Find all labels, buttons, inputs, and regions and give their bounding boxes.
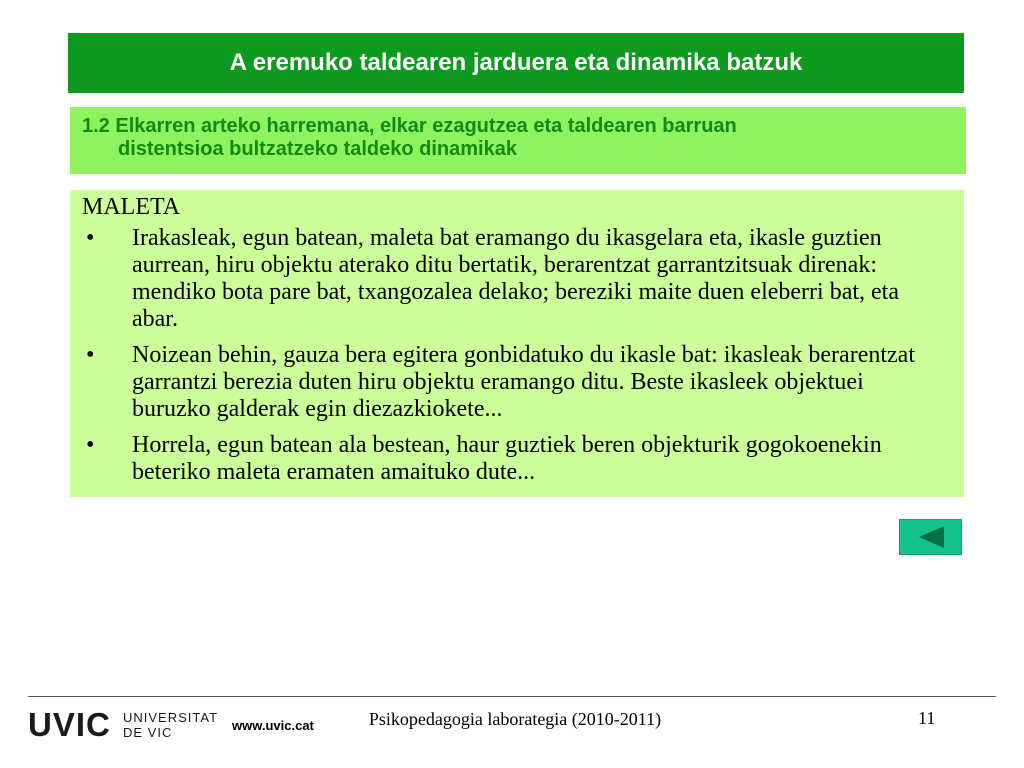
list-item <box>82 432 934 486</box>
subtitle-line-1: 1.2 Elkarren arteko harremana, elkar ezagutzea eta taldearen barruan <box>82 115 737 137</box>
list-item <box>82 225 934 333</box>
slide-title: A eremuko taldearen jarduera eta dinamika batzuk <box>229 49 803 76</box>
bullet-text: Horrela, egun batean ala bestean, haur guztiek beren objekturik gogokoenekin beteriko maleta eramaten amaituko dute... <box>132 432 882 485</box>
bullet-list <box>82 225 934 486</box>
content-panel <box>70 190 964 497</box>
bullet-icon: • <box>86 342 95 368</box>
uvic-logo <box>28 706 218 742</box>
content-heading: MALETA <box>82 194 181 220</box>
section-subtitle <box>70 107 966 174</box>
triangle-left-icon <box>916 525 946 549</box>
footer-url[interactable]: www.uvic.cat <box>232 718 314 733</box>
page-number: 11 <box>918 708 936 728</box>
slide-title-bar <box>68 33 964 93</box>
svg-text:UNIVERSITAT: UNIVERSITAT <box>123 710 218 725</box>
svg-text:UVIC: UVIC <box>28 706 111 742</box>
bullet-text: Irakasleak, egun batean, maleta bat eramango du ikasgelara eta, ikasle guztien aurrean, hiru objektu aterako ditu bertatik, berarentzat garrantzitsuak direnak: mendiko bota pare bat, txangozalea delako; bereziki maite duen eleberri bat, eta abar. <box>132 225 899 332</box>
subtitle-line-2: distentsioa bultzatzeko taldeko dinamikak <box>118 138 517 160</box>
footer-divider <box>28 696 996 697</box>
svg-text:DE VIC: DE VIC <box>123 725 173 740</box>
bullet-icon: • <box>86 225 95 251</box>
footer-course-title: Psikopedagogia laborategia (2010-2011) <box>368 709 662 729</box>
bullet-icon: • <box>86 432 95 458</box>
list-item <box>82 342 934 423</box>
back-nav-button[interactable] <box>899 519 962 555</box>
bullet-text: Noizean behin, gauza bera egitera gonbidatuko du ikasle bat: ikasleak berarentzat garrantzi berezia duten hiru objektu eramango ditu. Beste ikasleek objektuei buruzko galderak egin diezazkiokete... <box>132 342 915 422</box>
